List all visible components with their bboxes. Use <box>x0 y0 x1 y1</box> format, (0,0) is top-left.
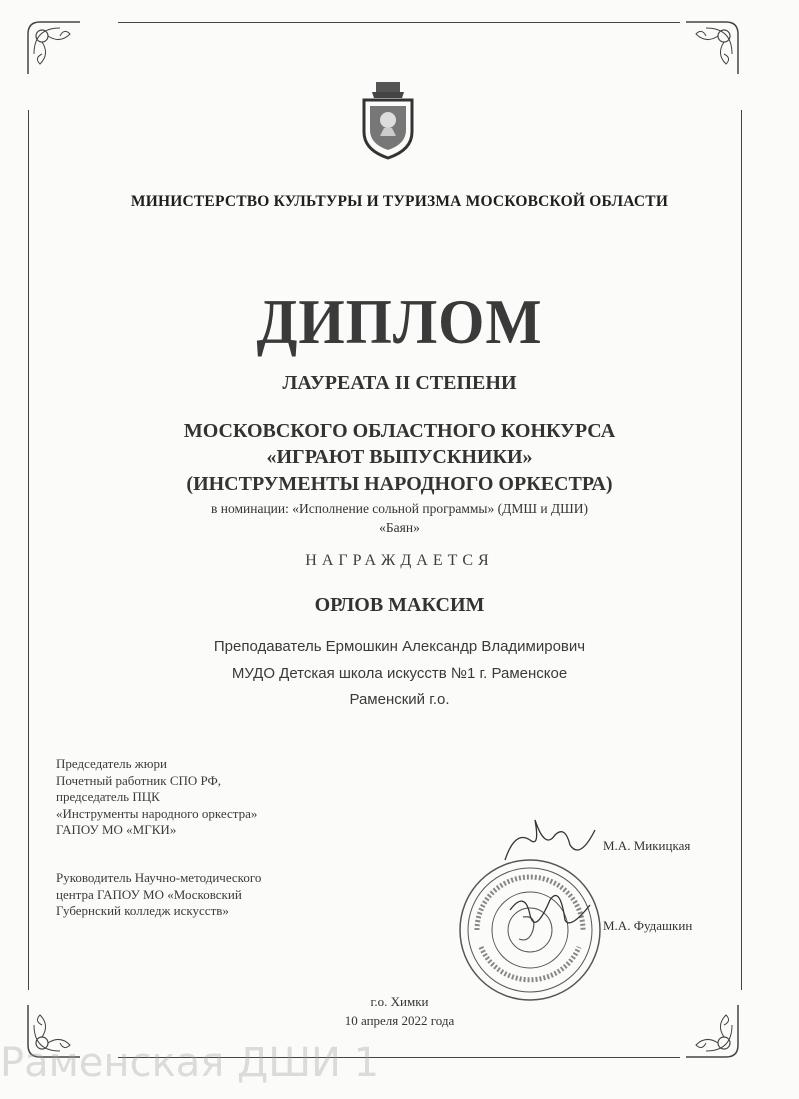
contest-line-1: МОСКОВСКОГО ОБЛАСТНОГО КОНКУРСА <box>183 420 616 442</box>
coat-of-arms-icon <box>358 80 418 160</box>
corner-ornament-top-right <box>676 14 746 84</box>
center-line: Губернский колледж искусств» <box>56 903 229 918</box>
watermark-text: Раменская ДШИ 1 <box>0 1040 380 1086</box>
jury-signatory: М.А. Микицкая <box>603 838 691 853</box>
school-line: МУДО Детская школа искусств №1 г. Раменское <box>231 665 568 682</box>
teacher-line: Преподаватель Ермошкин Александр Владимирович <box>213 638 586 655</box>
center-head-block <box>56 870 261 920</box>
signature-fudashkin <box>500 880 600 940</box>
jury-line: Почетный работник СПО РФ, <box>56 772 222 788</box>
diploma-title: ДИПЛОМ <box>256 286 543 357</box>
ministry-heading: МИНИСТЕРСТВО КУЛЬТУРЫ И ТУРИЗМА МОСКОВСКОЙ ОБЛАСТИ <box>130 193 669 210</box>
jury-line: ГАПОУ МО «МГКИ» <box>56 822 177 837</box>
jury-chair-block <box>56 756 257 839</box>
signature-mikitskaya <box>495 810 605 870</box>
frame-top-line <box>118 22 680 23</box>
district-line: Раменский г.о. <box>349 691 450 708</box>
nomination-text: в номинации: «Исполнение сольной программы» (ДМШ и ДШИ) <box>211 501 588 516</box>
center-line: Руководитель Научно-методического <box>56 870 262 885</box>
frame-right-line <box>741 110 742 990</box>
subnomination-text: «Баян» <box>379 520 420 535</box>
jury-line: председатель ПЦК <box>56 789 160 804</box>
laureate-degree: ЛАУРЕАТА II СТЕПЕНИ <box>282 372 517 394</box>
awarded-label: НАГРАЖДАЕТСЯ <box>305 552 494 569</box>
frame-left-line <box>28 110 29 990</box>
date-line: 10 апреля 2022 года <box>344 1013 455 1028</box>
center-signatory: М.А. Фудашкин <box>603 918 693 933</box>
corner-ornament-top-left <box>20 14 90 84</box>
contest-line-3: (ИНСТРУМЕНТЫ НАРОДНОГО ОРКЕСТРА) <box>186 473 613 495</box>
center-line: центра ГАПОУ МО «Московский <box>56 886 242 902</box>
recipient-name: ОРЛОВ МАКСИМ <box>314 594 485 616</box>
jury-line: «Инструменты народного оркестра» <box>56 805 258 821</box>
city-line: г.о. Химки <box>370 994 429 1009</box>
contest-line-2: «ИГРАЮТ ВЫПУСКНИКИ» <box>266 446 533 468</box>
jury-line: Председатель жюри <box>56 756 167 771</box>
